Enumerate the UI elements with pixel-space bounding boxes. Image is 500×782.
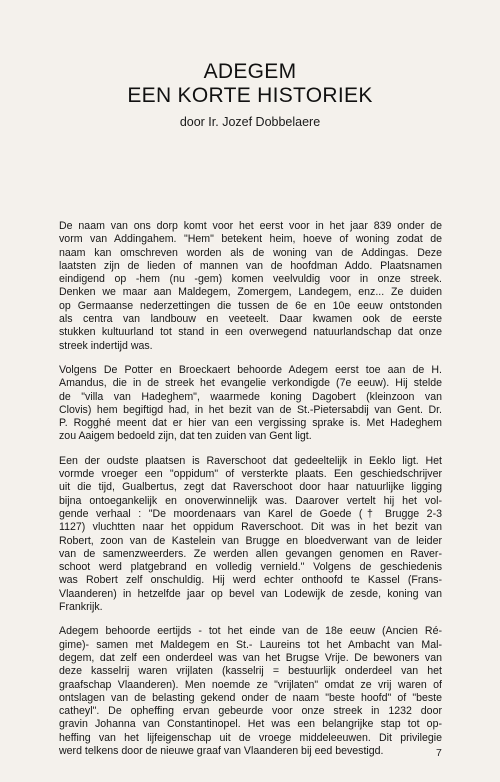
text-line: Volgens De Potter en Broeckaert behoorde Adegem eerst toe aan de H. [59, 363, 442, 376]
text-line: vorm van Addingahem. "Hem" betekent heim, hoeve of woning zodat de [59, 233, 442, 246]
text-line: Robert, zoon van de Kastelein van Brugge en bloedverwant van de leider [59, 534, 442, 547]
text-line: P. Rogghé meent dat er hier van een vergissing sprake is. Met Hadeghem [59, 417, 442, 430]
text-line: gravin Johanna van Constantinopel. Het was een belangrijke stap tot op- [59, 718, 442, 731]
text-line: van de samenzweerders. Ze werden allen gevangen genomen en Raver- [59, 547, 442, 560]
text-line: 1127) vluchtten naar het oppidum Raverschoot. Dit was in het bezit van [59, 521, 442, 534]
text-line: Vlaanderen) in hetzelfde jaar op bevel van Lodewijk de zesde, koning van [59, 587, 442, 600]
text-line: Clovis) hem begiftigd had, in het bezit van de St.-Pietersabdij van Gent. Dr. [59, 403, 442, 416]
text-line: graafschap Vlaanderen). Men noemde ze "vrijlaten" omdat ze vrij waren of [59, 678, 442, 691]
text-line: Denken we maar aan Maldegem, Zomergem, Landegem, enz... Ze duiden [59, 286, 442, 299]
text-line: gime)- samen met Maldegem en St.- Laureins tot het Ambacht van Mal- [59, 638, 442, 651]
text-line: was Robert zelf onschuldig. Hij werd echter onthoofd te Kassel (Frans- [59, 574, 442, 587]
text-line: zou Aaigem bedoeld zijn, dat ten zuiden van Gent ligt. [59, 430, 312, 443]
text-line: werd telkens door de nieuwe graaf van Vlaanderen bij eed bevestigd. [59, 744, 384, 757]
text-line: stukken kultuurland tot stand in een overwegend natuurlandschap dat onze [59, 326, 442, 339]
text-line: De naam van ons dorp komt voor het eerst voor in het jaar 839 onder de [59, 220, 442, 232]
text-line: eindigend op -hem (nu -gem) komen veelvuldig voor in onze streek. [59, 273, 442, 286]
article-body [59, 220, 442, 769]
author-byline: door Ir. Jozef Dobbelaere [179, 115, 321, 129]
text-line: vormde vroeger een "oppidum" of versterkte plaats. Een geschiedschrijver [59, 468, 442, 481]
page-title-line1: ADEGEM [203, 60, 297, 83]
paragraph-1 [59, 220, 442, 353]
text-line: heffing van het lijfeigenschap uit de vroege middeleeuwen. Dit privilegie [59, 731, 442, 744]
page-title-line2: EEN KORTE HISTORIEK [127, 84, 373, 107]
paragraph-3 [59, 455, 442, 615]
text-line: Amandus, die in de streek het evangelie verkondigde (7e eeuw). Hij stelde [59, 377, 442, 390]
text-line: streek indertijd was. [59, 339, 153, 352]
text-line: catheyl". De opheffing ervan gebeurde voor onze streek in 1232 door [59, 705, 442, 718]
text-line: Frankrijk. [59, 601, 103, 614]
text-line: laatsten zijn de lieden of mannen van de hoofdman Addo. Plaatsnamen [59, 259, 442, 272]
page-number: 7 [436, 747, 442, 759]
text-line: als centra van landbouw en veeteelt. Daar kwamen ook de eerste [59, 313, 442, 326]
text-line: ontslagen van de belasting gekend onder de naam "beste hoofd" of "beste [59, 691, 442, 704]
text-line: op Germaanse nederzettingen die tussen de 6e en 10e eeuw ontstonden [59, 299, 442, 312]
text-line: degem, dat zelf een onderdeel was van het Brugse Vrije. De bewoners van [59, 651, 442, 664]
text-line: Een der oudste plaatsen is Raverschoot dat gedeeltelijk in Eeklo ligt. Het [59, 454, 442, 467]
text-line: deze kasselrij waren vrijlaten (kasselrij = bestuurlijk onderdeel van het [59, 665, 442, 678]
text-line: uit die tijd, Gualbertus, zegt dat Raverschoot door haar natuurlijke ligging [59, 481, 442, 494]
paragraph-4 [59, 625, 442, 758]
text-line: naam kan omschreven worden als de woning van de Addingas. Deze [59, 246, 442, 259]
text-line: schoot werd platgebrand en volledig vernield." Volgens de geschiedenis [59, 561, 442, 574]
text-line: bijna ontoegankelijk en onoverwinnelijk was. Daarover vertelt hij het vol- [59, 494, 442, 507]
text-line: Adegem behoorde eertijds - tot het einde van de 18e eeuw (Ancien Ré- [59, 625, 442, 638]
text-line: gende verhaal : "De moordenaars van Karel de Goede († Brugge 2-3 [59, 507, 442, 520]
text-line: de "villa van Hadeghem", waarmede koning Dagobert (kleinzoon van [59, 390, 442, 403]
paragraph-2 [59, 364, 442, 444]
